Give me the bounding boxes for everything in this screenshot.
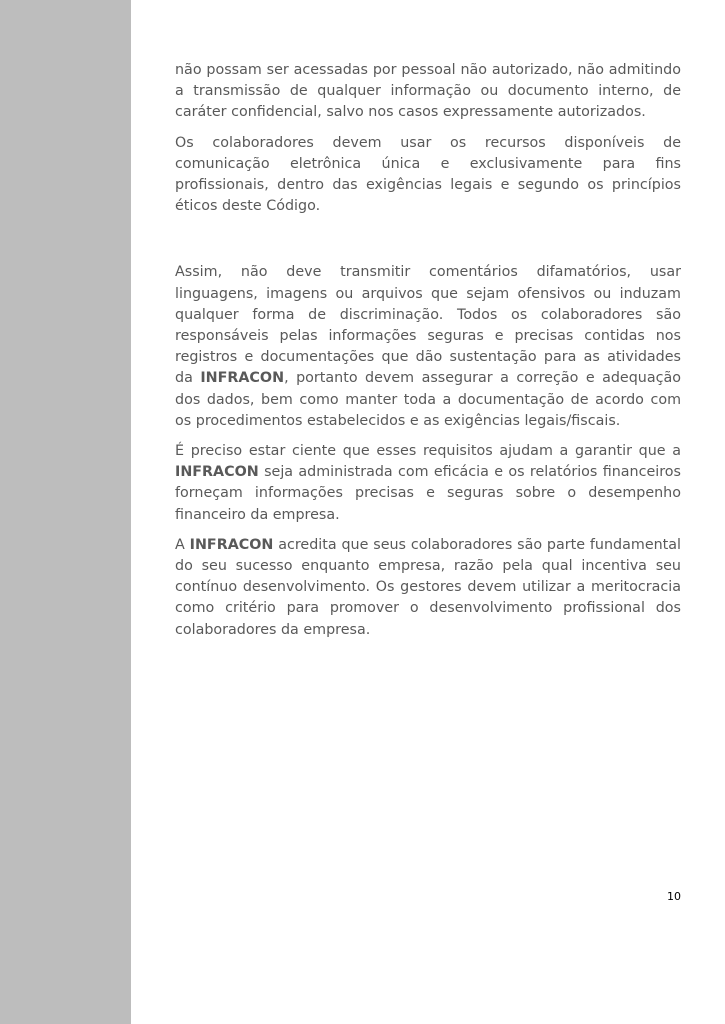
- paragraph-1-text: não possam ser acessadas por pessoal não autorizado, não admitindo a transmissão de qualquer informação ou documento interno, de caráter confidencial, salvo nos casos expressamente autorizados.: [175, 62, 681, 121]
- page-number: 10: [667, 890, 681, 903]
- paragraph-4-text-b: seja administrada com eficácia e os relatórios financeiros forneçam informações precisas e seguras sobre o desempenho financeiro da empresa.: [175, 464, 681, 523]
- paragraph-2-text: Os colaboradores devem usar os recursos disponíveis de comunicação eletrônica única e exclusivamente para fins profissionais, dentro das exigências legais e segundo os princípios éticos deste Código.: [175, 134, 681, 215]
- paragraph-3-text-b: , portanto devem assegurar a correção e adequação dos dados, bem como manter toda a documentação de acordo com os procedimentos estabelecidos e as exigências legais/fiscais.: [175, 370, 681, 429]
- paragraph-4-text-a: É preciso estar ciente que esses requisitos ajudam a garantir que a: [175, 443, 681, 460]
- company-name-bold: INFRACON: [189, 536, 274, 553]
- left-gray-sidebar: [0, 0, 131, 1024]
- paragraph-1: [175, 60, 681, 124]
- paragraph-5-text-a: A: [175, 536, 190, 553]
- paragraph-5: [175, 535, 681, 641]
- paragraph-2: [175, 133, 681, 218]
- paragraph-4: [175, 441, 681, 526]
- paragraph-3-text-a: Assim, não deve transmitir comentários difamatórios, usar linguagens, imagens ou arquivos que sejam ofensivos ou induzam qualquer forma de discriminação. Todos os colaboradores são responsáveis pelas informações seguras e precisas contidas nos registros e documentações que dão sustentação para as atividades da: [175, 264, 681, 387]
- paragraph-5-text-b: acredita que seus colaboradores são parte fundamental do seu sucesso enquanto empresa, razão pela qual incentiva seu contínuo desenvolvimento. Os gestores devem utilizar a meritocracia como critério para promover o desenvolvimento profissional dos colaboradores da empresa.: [175, 536, 682, 638]
- document-body: [175, 60, 681, 650]
- paragraph-3: [175, 262, 681, 432]
- company-name-bold: INFRACON: [200, 370, 285, 387]
- company-name-bold: INFRACON: [175, 464, 259, 481]
